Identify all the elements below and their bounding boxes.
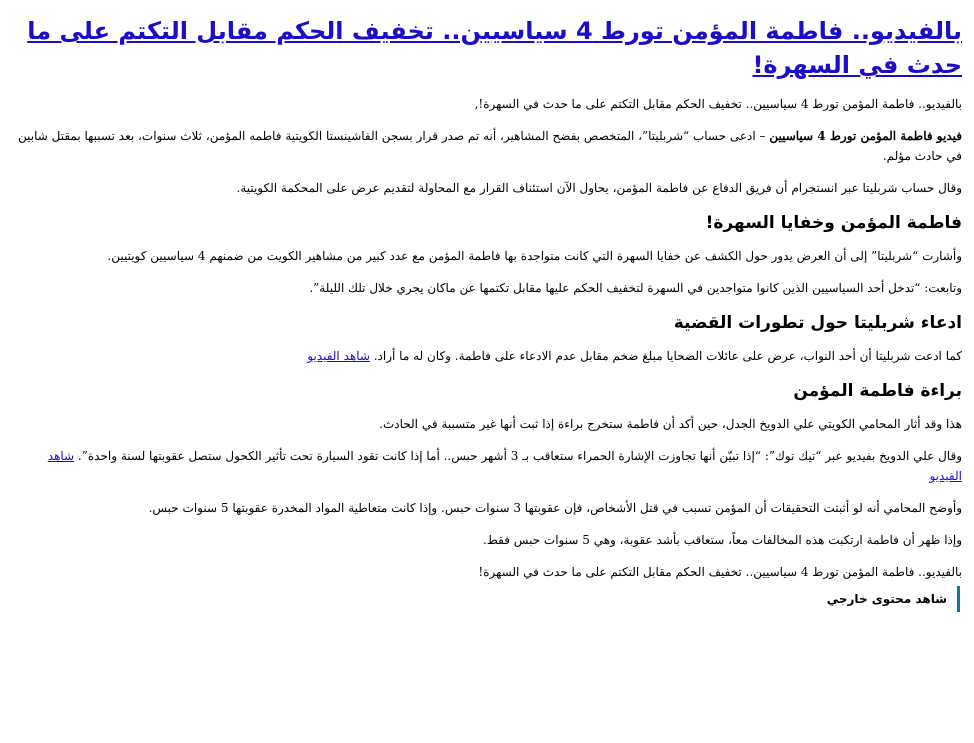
paragraph-5-text: كما ادعت شربليتا أن أحد النواب، عرض على عائلات الضحايا مبلغ ضخم مقابل عدم الادعاء على فاطمة. وكان له ما أراد. xyxy=(369,349,962,363)
paragraph-6: هذا وقد أثار المحامي الكويتي علي الدويخ الجدل، حين أكد أن فاطمة ستخرج براءة إذا ثبت أنها غير متسببة في الحادث. xyxy=(379,417,962,431)
article xyxy=(12,0,962,612)
article-title xyxy=(12,14,962,82)
paragraph-7 xyxy=(12,446,962,486)
paragraph-9: وإذا ظهر أن فاطمة ارتكبت هذه المخالفات معاً، ستعاقب بأشد عقوبة، وهي 5 سنوات حبس فقط. xyxy=(482,533,962,547)
article-title-link[interactable]: بالفيديو.. فاطمة المؤمن تورط 4 سياسيين.. تخفيف الحكم مقابل التكتم على ما حدث في السهرة! xyxy=(27,17,962,79)
paragraph-7-text: وقال علي الدويخ بفيديو عبر “تيك توك”: “إذا تبيّن أنها تجاوزت الإشارة الحمراء ستعاقب بـ 3 أشهر حبس.. أما إذا كانت تقود السيارة تحت تأثير الكحول ستصل عقوبتها لسنة واحدة”. xyxy=(74,449,962,463)
heading-secrets: فاطمة المؤمن وخفايا السهرة! xyxy=(705,213,962,233)
external-content-label[interactable]: شاهد محتوى خارجي xyxy=(12,586,960,612)
paragraph-3: وأشارت “شربليتا” إلى أن العرض يدور حول الكشف عن خفايا السهرة التي كانت متواجدة بها فاطمة المؤمن مع عدد كبير من مشاهير الكويت من ضمنهم 4 سياسيين كويتيين. xyxy=(107,249,962,263)
watch-video-link-2[interactable]: شاهد الفيديو xyxy=(47,449,962,483)
paragraph-2: وقال حساب شربليتا عبر انستجرام أن فريق الدفاع عن فاطمة المؤمن، يحاول الآن استئناف القرار مع المحاولة لتقديم عرض على المحكمة الكويتية. xyxy=(236,181,962,195)
paragraph-8: وأوضح المحامي أنه لو أثبتت التحقيقات أن المؤمن تسبب في قتل الأشخاص، فإن عقوبتها 3 سنوات حبس. وإذا كانت متعاطية المواد المخدرة عقوبتها 5 سنوات حبس. xyxy=(148,501,962,515)
heading-innocence: براءة فاطمة المؤمن xyxy=(793,381,962,401)
intro-paragraph: بالفيديو.. فاطمة المؤمن تورط 4 سياسيين.. تخفيف الحكم مقابل التكتم على ما حدث في السهرة!, xyxy=(474,97,962,111)
paragraph-1 xyxy=(12,126,962,166)
outro-paragraph: بالفيديو.. فاطمة المؤمن تورط 4 سياسيين.. تخفيف الحكم مقابل التكتم على ما حدث في السهرة! xyxy=(478,565,962,579)
paragraph-1-text: – ادعى حساب “شربليتا”، المتخصص بفضح المشاهير، أنه تم صدر قرار بسجن الفاشينستا الكويتية فاطمه المؤمن، ثلاث سنوات، بعد تسببها بمقتل شابين في حادث مؤلم. xyxy=(18,129,962,163)
paragraph-1-bold: فيديو فاطمة المؤمن تورط 4 سياسيين xyxy=(769,129,962,143)
heading-claims: ادعاء شربليتا حول تطورات القضية xyxy=(673,313,962,333)
paragraph-4: وتابعت: “تدخل أحد السياسيين الذين كانوا متواجدين في السهرة لتخفيف الحكم عليها مقابل تكتمها عن ماكان يجري خلال تلك الليلة”. xyxy=(309,281,962,295)
watch-video-link-1[interactable]: شاهد الفيديو xyxy=(307,349,370,363)
paragraph-5 xyxy=(12,346,962,366)
